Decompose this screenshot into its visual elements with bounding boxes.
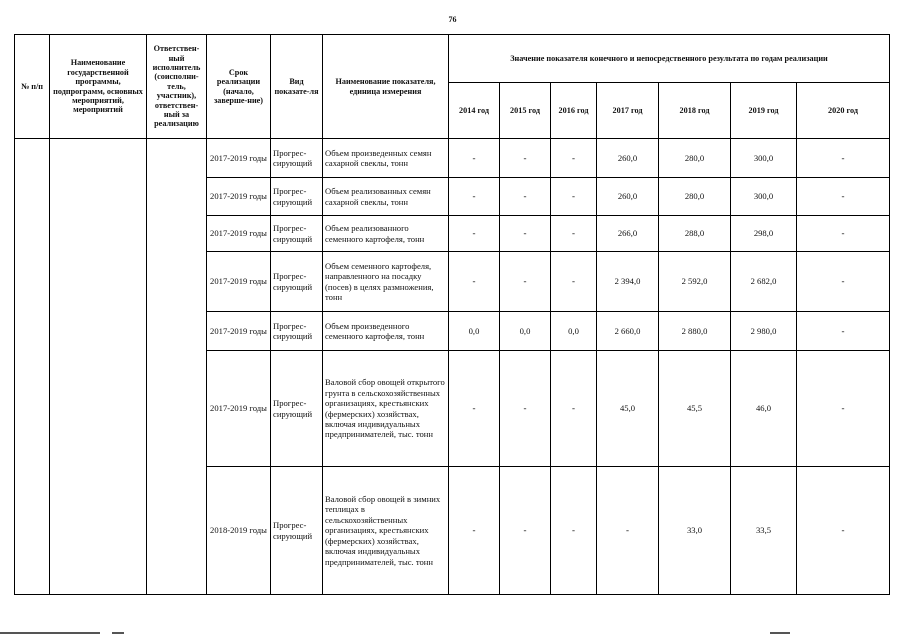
table-row bbox=[15, 139, 890, 178]
period-cell: 2017-2019 годы bbox=[207, 178, 271, 216]
value-cell: 45,0 bbox=[597, 351, 659, 467]
value-cell: 0,0 bbox=[500, 312, 551, 351]
value-cell: 300,0 bbox=[731, 178, 797, 216]
value-cell: - bbox=[500, 216, 551, 252]
value-cell: - bbox=[500, 139, 551, 178]
value-cell: - bbox=[449, 252, 500, 312]
header-indicator: Наименование показателя, единица измерения bbox=[323, 35, 449, 139]
header-year: 2018 год bbox=[659, 83, 731, 139]
executor-cell-empty bbox=[147, 139, 207, 595]
value-cell: - bbox=[500, 178, 551, 216]
kind-cell: Прогрес-сирующий bbox=[271, 351, 323, 467]
header-year: 2020 год bbox=[797, 83, 890, 139]
value-cell: - bbox=[449, 216, 500, 252]
indicator-name-cell: Валовой сбор овощей в зимних теплицах в сельскохозяйственных организациях, крестьянских (фермерских) хозяйствах, включая индивидуальных предпринимателей, тыс. тонн bbox=[323, 467, 449, 595]
period-cell: 2017-2019 годы bbox=[207, 351, 271, 467]
value-cell: - bbox=[797, 216, 890, 252]
kind-cell: Прогрес-сирующий bbox=[271, 139, 323, 178]
period-cell: 2017-2019 годы bbox=[207, 139, 271, 178]
value-cell: 280,0 bbox=[659, 139, 731, 178]
header-year: 2017 год bbox=[597, 83, 659, 139]
header-executor: Ответствен-ный исполнитель (соисполни-тель, участник), ответствен-ный за реализацию bbox=[147, 35, 207, 139]
period-cell: 2017-2019 годы bbox=[207, 252, 271, 312]
value-cell: - bbox=[797, 252, 890, 312]
value-cell: - bbox=[449, 351, 500, 467]
indicator-name-cell: Объем произведенных семян сахарной свеклы, тонн bbox=[323, 139, 449, 178]
value-cell: - bbox=[797, 467, 890, 595]
value-cell: 2 592,0 bbox=[659, 252, 731, 312]
header-kind: Вид показате-ля bbox=[271, 35, 323, 139]
period-cell: 2017-2019 годы bbox=[207, 216, 271, 252]
value-cell: 46,0 bbox=[731, 351, 797, 467]
value-cell: - bbox=[797, 312, 890, 351]
value-cell: - bbox=[797, 178, 890, 216]
value-cell: - bbox=[500, 252, 551, 312]
value-cell: 45,5 bbox=[659, 351, 731, 467]
indicator-name-cell: Объем семенного картофеля, направленного на посадку (посев) в целях размножения, тонн bbox=[323, 252, 449, 312]
num-cell-empty bbox=[15, 139, 50, 595]
header-year: 2019 год bbox=[731, 83, 797, 139]
header-values-group: Значение показателя конечного и непосредственного результата по годам реализации bbox=[449, 35, 890, 83]
value-cell: - bbox=[449, 139, 500, 178]
kind-cell: Прогрес-сирующий bbox=[271, 178, 323, 216]
value-cell: - bbox=[551, 252, 597, 312]
value-cell: 2 394,0 bbox=[597, 252, 659, 312]
value-cell: 0,0 bbox=[449, 312, 500, 351]
value-cell: 280,0 bbox=[659, 178, 731, 216]
value-cell: - bbox=[551, 178, 597, 216]
period-cell: 2017-2019 годы bbox=[207, 312, 271, 351]
value-cell: 0,0 bbox=[551, 312, 597, 351]
value-cell: - bbox=[797, 351, 890, 467]
page-number: 76 bbox=[448, 15, 457, 24]
value-cell: - bbox=[551, 351, 597, 467]
value-cell: - bbox=[797, 139, 890, 178]
kind-cell: Прогрес-сирующий bbox=[271, 467, 323, 595]
header-program: Наименование государственной программы, подпрограмм, основных мероприятий, мероприятий bbox=[50, 35, 147, 139]
value-cell: 260,0 bbox=[597, 178, 659, 216]
value-cell: 288,0 bbox=[659, 216, 731, 252]
value-cell: - bbox=[449, 178, 500, 216]
value-cell: 2 980,0 bbox=[731, 312, 797, 351]
value-cell: 298,0 bbox=[731, 216, 797, 252]
value-cell: 2 880,0 bbox=[659, 312, 731, 351]
indicator-name-cell: Объем реализованного семенного картофеля, тонн bbox=[323, 216, 449, 252]
header-year: 2015 год bbox=[500, 83, 551, 139]
value-cell: 33,5 bbox=[731, 467, 797, 595]
header-num: № п/п bbox=[15, 35, 50, 139]
value-cell: - bbox=[551, 467, 597, 595]
kind-cell: Прогрес-сирующий bbox=[271, 312, 323, 351]
value-cell: - bbox=[500, 351, 551, 467]
value-cell: - bbox=[551, 139, 597, 178]
value-cell: - bbox=[551, 216, 597, 252]
indicator-name-cell: Объем произведенного семенного картофеля, тонн bbox=[323, 312, 449, 351]
kind-cell: Прогрес-сирующий bbox=[271, 252, 323, 312]
value-cell: 2 660,0 bbox=[597, 312, 659, 351]
value-cell: 300,0 bbox=[731, 139, 797, 178]
header-year: 2014 год bbox=[449, 83, 500, 139]
indicators-table bbox=[14, 34, 890, 595]
table-body bbox=[15, 139, 890, 595]
value-cell: 266,0 bbox=[597, 216, 659, 252]
value-cell: 260,0 bbox=[597, 139, 659, 178]
indicator-name-cell: Валовой сбор овощей открытого грунта в сельскохозяйственных организациях, крестьянских (фермерских) хозяйствах, включая индивидуальных предпринимателей, тыс. тонн bbox=[323, 351, 449, 467]
header-year: 2016 год bbox=[551, 83, 597, 139]
value-cell: - bbox=[449, 467, 500, 595]
kind-cell: Прогрес-сирующий bbox=[271, 216, 323, 252]
value-cell: - bbox=[597, 467, 659, 595]
scan-edge-marks bbox=[0, 632, 905, 634]
period-cell: 2018-2019 годы bbox=[207, 467, 271, 595]
indicator-name-cell: Объем реализованных семян сахарной свеклы, тонн bbox=[323, 178, 449, 216]
header-period: Срок реализации (начало, заверше-ние) bbox=[207, 35, 271, 139]
value-cell: - bbox=[500, 467, 551, 595]
value-cell: 2 682,0 bbox=[731, 252, 797, 312]
value-cell: 33,0 bbox=[659, 467, 731, 595]
program-cell-empty bbox=[50, 139, 147, 595]
